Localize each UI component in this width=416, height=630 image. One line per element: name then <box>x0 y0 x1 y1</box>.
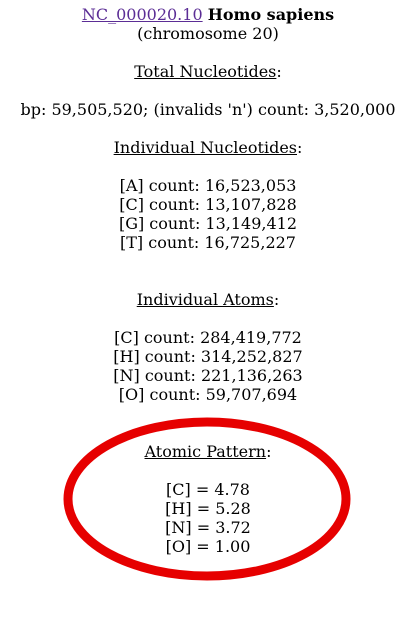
accession-link[interactable]: NC_000020.10 <box>81 5 203 24</box>
atomic-pattern-heading-line <box>0 442 416 461</box>
atom-count-n: [N] count: 221,136,263 <box>113 366 303 385</box>
individual-nucleotides-colon: : <box>297 138 303 157</box>
atomic-ratio-c: [C] = 4.78 <box>166 480 250 499</box>
individual-atoms-heading-line <box>0 290 416 309</box>
total-nucleotides-colon: : <box>276 62 282 81</box>
atom-count-c: [C] count: 284,419,772 <box>114 328 302 347</box>
chromosome-label: (chromosome 20) <box>137 24 279 43</box>
atomic-ratio-o: [O] = 1.00 <box>165 537 251 556</box>
atom-count-h: [H] count: 314,252,827 <box>113 347 303 366</box>
atomic-ratio-h: [H] = 5.28 <box>165 499 251 518</box>
atom-count-o: [O] count: 59,707,694 <box>118 385 298 404</box>
atomic-pattern-colon: : <box>266 442 272 461</box>
individual-nucleotides-heading: Individual Nucleotides <box>113 138 297 157</box>
nucleotide-count-a: [A] count: 16,523,053 <box>119 176 297 195</box>
individual-nucleotides-heading-line <box>0 138 416 157</box>
total-nucleotides-summary: bp: 59,505,520; (invalids 'n') count: 3,520,000 <box>20 100 396 119</box>
title-line <box>0 5 416 24</box>
total-nucleotides-heading-line <box>0 62 416 81</box>
individual-atoms-colon: : <box>273 290 280 309</box>
species-name: Homo sapiens <box>207 5 335 24</box>
atomic-pattern-heading: Atomic Pattern <box>144 442 267 461</box>
total-nucleotides-heading: Total Nucleotides <box>134 62 277 81</box>
nucleotide-count-t: [T] count: 16,725,227 <box>120 233 296 252</box>
nucleotide-count-g: [G] count: 13,149,412 <box>118 214 298 233</box>
nucleotide-count-c: [C] count: 13,107,828 <box>119 195 297 214</box>
individual-atoms-heading: Individual Atoms <box>136 290 274 309</box>
atomic-ratio-n: [N] = 3.72 <box>165 518 251 537</box>
